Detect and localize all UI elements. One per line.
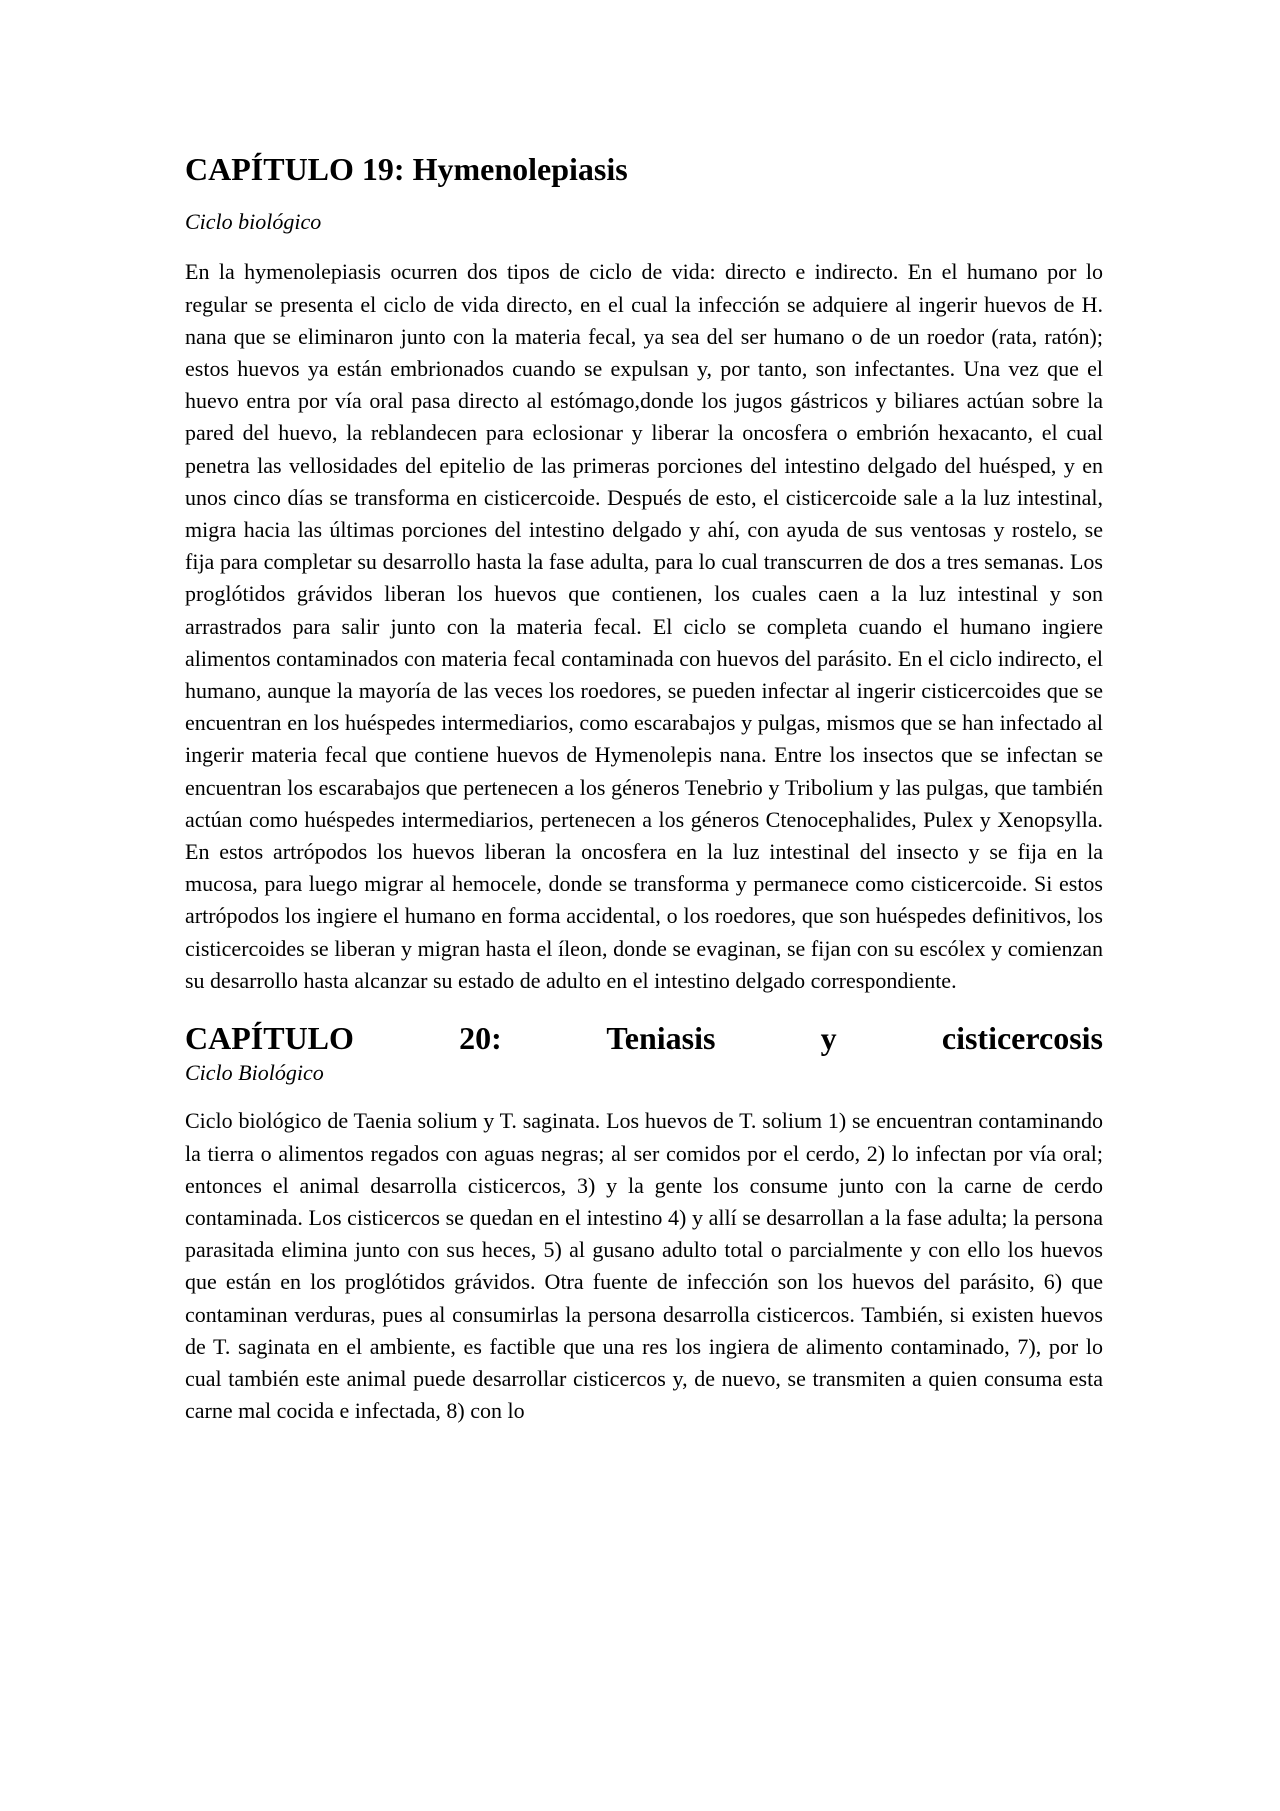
chapter-19-paragraph: En la hymenolepiasis ocurren dos tipos de ciclo de vida: directo e indirecto. En el humano por lo regular se presenta el ciclo de vida directo, en el cual la infección se adquiere al ingerir huevos de H. nana que se eliminaron junto con la materia fecal, ya sea del ser humano o de un roedor (rata, ratón); estos huevos ya están embrionados cuando se expulsan y, por tanto, son infectantes. Una vez que el huevo entra por vía oral pasa directo al estómago,donde los jugos gástricos y biliares actúan sobre la pared del huevo, la reblandecen para eclosionar y liberar la oncosfera o embrión hexacanto, el cual penetra las vellosidades del epitelio de las primeras porciones del intestino delgado del huésped, y en unos cinco días se transforma en cisticercoide. Después de esto, el cisticercoide sale a la luz intestinal, migra hacia las últimas porciones del intestino delgado y ahí, con ayuda de sus ventosas y rostelo, se fija para completar su desarrollo hasta la fase adulta, para lo cual transcurren de dos a tres semanas. Los proglótidos grávidos liberan los huevos que contienen, los cuales caen a la luz intestinal y son arrastrados para salir junto con la materia fecal. El ciclo se completa cuando el humano ingiere alimentos contaminados con materia fecal contaminada con huevos del parásito. En el ciclo indirecto, el humano, aunque la mayoría de las veces los roedores, se pueden infectar al ingerir cisticercoides que se encuentran en los huéspedes intermediarios, como escarabajos y pulgas, mismos que se han infectado al ingerir materia fecal que contiene huevos de Hymenolepis nana. Entre los insectos que se infectan se encuentran los escarabajos que pertenecen a los géneros Tenebrio y Tribolium y las pulgas, que también actúan como huéspedes intermediarios, pertenecen a los géneros Ctenocephalides, Pulex y Xenopsylla. En estos artrópodos los huevos liberan la oncosfera en la luz intestinal del insecto y se fija en la mucosa, para luego migrar al hemocele, donde se transforma y permanece como cisticercoide. Si estos artrópodos los ingiere el humano en forma accidental, o los roedores, que son huéspedes definitivos, los cisticercoides se liberan y migran hasta el íleon, donde se evaginan, se fijan con su escólex y comienzan su desarrollo hasta alcanzar su estado de adulto en el intestino delgado correspondiente. <box>185 259 1103 993</box>
chapter-19-title: CAPÍTULO 19: Hymenolepiasis <box>185 151 628 187</box>
chapter-19-subtitle: Ciclo biológico <box>185 209 322 235</box>
document-page <box>185 150 1103 1427</box>
chapter-20-title: CAPÍTULO 20: Teniasis y cisticercosis <box>185 1020 1103 1057</box>
chapter-20-subtitle: Ciclo Biológico <box>185 1060 324 1086</box>
chapter-20-paragraph: Ciclo biológico de Taenia solium y T. saginata. Los huevos de T. solium 1) se encuentran contaminando la tierra o alimentos regados con aguas negras; al ser comidos por el cerdo, 2) lo infectan por vía oral; entonces el animal desarrolla cisticercos, 3) y la gente los consume junto con la carne de cerdo contaminada. Los cisticercos se quedan en el intestino 4) y allí se desarrollan a la fase adulta; la persona parasitada elimina junto con sus heces, 5) al gusano adulto total o parcialmente y con ello los huevos que están en los proglótidos grávidos. Otra fuente de infección son los huevos del parásito, 6) que contaminan verduras, pues al consumirlas la persona desarrolla cisticercos. También, si existen huevos de T. saginata en el ambiente, es factible que una res los ingiera de alimento contaminado, 7), por lo cual también este animal puede desarrollar cisticercos y, de nuevo, se transmiten a quien consuma esta carne mal cocida e infectada, 8) con lo <box>185 1108 1103 1424</box>
